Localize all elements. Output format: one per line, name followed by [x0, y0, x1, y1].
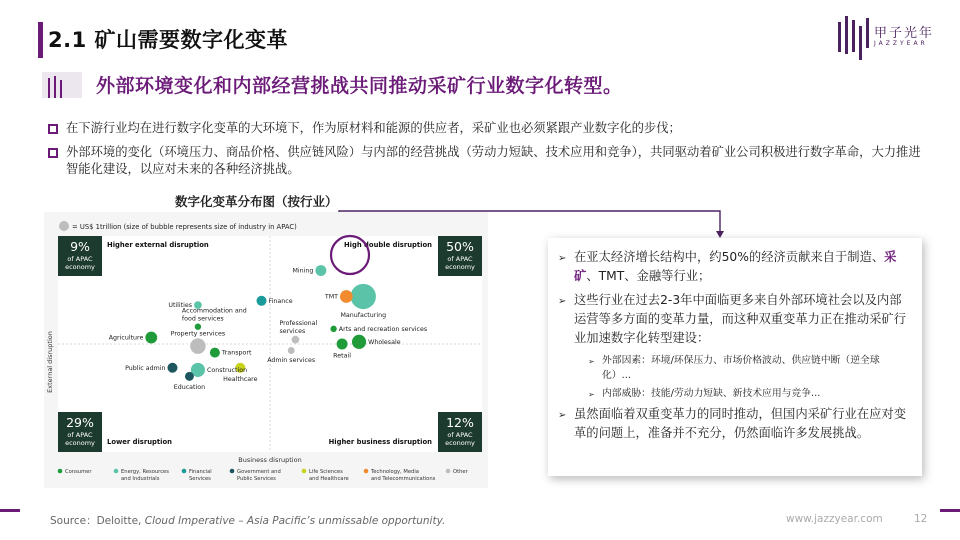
quadrant-badge-bottom-left [58, 412, 102, 452]
legend-label: Other [453, 469, 468, 475]
quadrant-badge-bottom-right [438, 412, 482, 452]
bubble-wholesale [352, 335, 366, 349]
bullet-text: 外部环境的变化（环境压力、商品价格、供应链风险）与内部的经营挑战（劳动力短缺、技术应用和竞争），共同驱动着矿业公司积极进行数字革命，大力推进智能化建设，以应对未来的各种经济挑战。 [66, 145, 921, 176]
insight-point [558, 405, 908, 443]
bubble-mining [315, 265, 326, 276]
brand-name: 甲子光年 [874, 26, 935, 41]
bullet-text: 在下游行业均在进行数字化变革的大环境下，作为原材料和能源的供应者，采矿业也必须紧跟产业数字化的步伐； [66, 121, 681, 135]
bubble-label: Admin services [267, 356, 316, 364]
legend-label: Technology, Media and Telecommunications [371, 469, 436, 482]
chart-title: 数字化变革分布图（按行业） [175, 194, 338, 209]
bubble-admin-services [288, 347, 295, 354]
source-title: Cloud Imperative – Asia Pacific’s unmissable opportunity. [144, 515, 446, 527]
x-axis-label: Business disruption [238, 456, 302, 464]
bubble-label: Education [173, 383, 206, 391]
insight-text: 虽然面临着双重变革力的同时推动，但国内采矿行业在应对变革的问题上，准备并不充分，仍然面临许多发展挑战。 [574, 407, 907, 440]
legend-label: Government and Public Services [237, 469, 281, 482]
bubble-label: Utilities [168, 302, 193, 310]
badge-pct: 12% [446, 415, 474, 430]
quadrant-label-top-left: Higher external disruption [107, 241, 209, 249]
legend-swatch [58, 469, 63, 474]
quadrant-label-bottom-left: Lower disruption [107, 438, 172, 446]
bubble-transport [210, 348, 220, 358]
bubble-agriculture [145, 332, 157, 344]
bubble-property-services [190, 338, 205, 353]
bubble-education [185, 372, 194, 381]
legend-label: Financial Services [189, 469, 212, 482]
insight-point [558, 248, 908, 286]
bubble-label: Retail [333, 352, 351, 360]
bubble-tmt [340, 290, 353, 303]
insight-subpoint [558, 353, 908, 383]
quadrant-label-top-right: High double disruption [343, 241, 432, 249]
bubble-label: Construction [206, 366, 248, 374]
arrow-bullet-icon: ➢ [558, 253, 567, 264]
insight-text-part: 在亚太经济增长结构中，约50%的经济贡献来自于制造、 [574, 250, 885, 264]
insight-subtext: 内部威胁：技能/劳动力短缺、新技术应用与竞争... [602, 388, 821, 399]
badge-desc: of APAC economy [65, 255, 95, 271]
footer-url[interactable]: www.jazzyear.com [786, 513, 883, 525]
badge-pct: 9% [70, 239, 90, 254]
insight-text [574, 248, 908, 286]
insight-text: 这些行业在过去2-3年中面临更多来自外部环境社会以及内部运营等多方面的变革力量，而这种双重变革力正在推动采矿行业加速数字化转型建设： [574, 293, 907, 345]
legend-swatch [114, 469, 119, 474]
section-subtitle: 外部环境变化和内部经营挑战共同推动采矿行业数字化转型。 [96, 75, 623, 97]
bubble-finance [257, 296, 267, 306]
page-number: 12 [914, 513, 928, 525]
insight-box [548, 238, 922, 476]
quadrant-badge-top-left [58, 236, 102, 276]
bubble-label: TMT [324, 293, 338, 301]
bubble-public-admin [167, 363, 177, 373]
bubble-label: Manufacturing [340, 312, 387, 320]
source-label: Source：Deloitte, [50, 515, 145, 527]
bubble-label: Agriculture [108, 334, 144, 342]
badge-pct: 29% [66, 415, 94, 430]
legend-swatch [446, 469, 451, 474]
footer-accent-left [0, 509, 20, 512]
insight-point [558, 291, 908, 348]
legend-swatch [230, 469, 235, 474]
legend-swatch [182, 469, 187, 474]
bubble-label: Wholesale [368, 338, 401, 346]
bubble-label: Accommodation and food services [181, 307, 247, 323]
bubble-chart [44, 212, 488, 488]
bubble-label: Property services [170, 330, 226, 338]
insight-subtext: 外部因素：环境/环保压力、市场价格波动、供应链中断（逆全球化）... [602, 355, 880, 381]
bubble-manufacturing [351, 284, 376, 309]
bubble-retail [337, 339, 348, 350]
quadrant-badge-top-right [438, 236, 482, 276]
chart-svg [44, 212, 488, 488]
badge-pct: 50% [446, 239, 474, 254]
slide-title: 2.1 矿山需要数字化变革 [48, 28, 289, 52]
quadrant-label-bottom-right: Higher business disruption [328, 438, 432, 446]
legend-label: Energy, Resources and Industrials [121, 469, 169, 482]
badge-desc: of APAC economy [445, 255, 475, 271]
legend-swatch [302, 469, 307, 474]
bubble-label: Mining [292, 267, 314, 275]
plot-area [46, 236, 482, 464]
bubble-label: Public admin [125, 364, 166, 372]
bubble-accommodation-and-food-services [195, 324, 201, 330]
footer-accent-right [940, 509, 960, 512]
bubble-arts-and-recreation-services [330, 326, 336, 332]
bubble-label: Finance [268, 297, 293, 305]
bubble-note: = US$ 1trillion (size of bubble represents size of industry in APAC) [72, 223, 297, 231]
arrow-bullet-icon: ➢ [588, 357, 595, 366]
bubble-label: Professional services [279, 319, 318, 335]
insight-subpoint [558, 386, 908, 402]
bubble-professional-services [292, 336, 300, 344]
legend-label: Consumer [65, 469, 92, 475]
bubble-label: Healthcare [223, 375, 258, 383]
badge-desc: of APAC economy [445, 431, 475, 447]
source-citation [50, 513, 445, 528]
y-axis-label: External disruption [46, 331, 54, 393]
arrow-bullet-icon: ➢ [588, 390, 595, 399]
insight-highlight: 采矿 [574, 250, 897, 283]
bubble-size-key-icon [59, 221, 69, 231]
bubble-label: Transport [221, 349, 252, 357]
insight-text-part: 、TMT、金融等行业； [586, 269, 711, 283]
legend-label: Life Sciences and Healthcare [309, 469, 349, 482]
arrow-bullet-icon: ➢ [558, 296, 567, 307]
brand-sub: JAZZYEAR [874, 40, 928, 47]
badge-desc: of APAC economy [65, 431, 95, 447]
legend-swatch [364, 469, 369, 474]
bubble-label: Arts and recreation services [338, 325, 428, 333]
arrow-bullet-icon: ➢ [558, 410, 567, 421]
